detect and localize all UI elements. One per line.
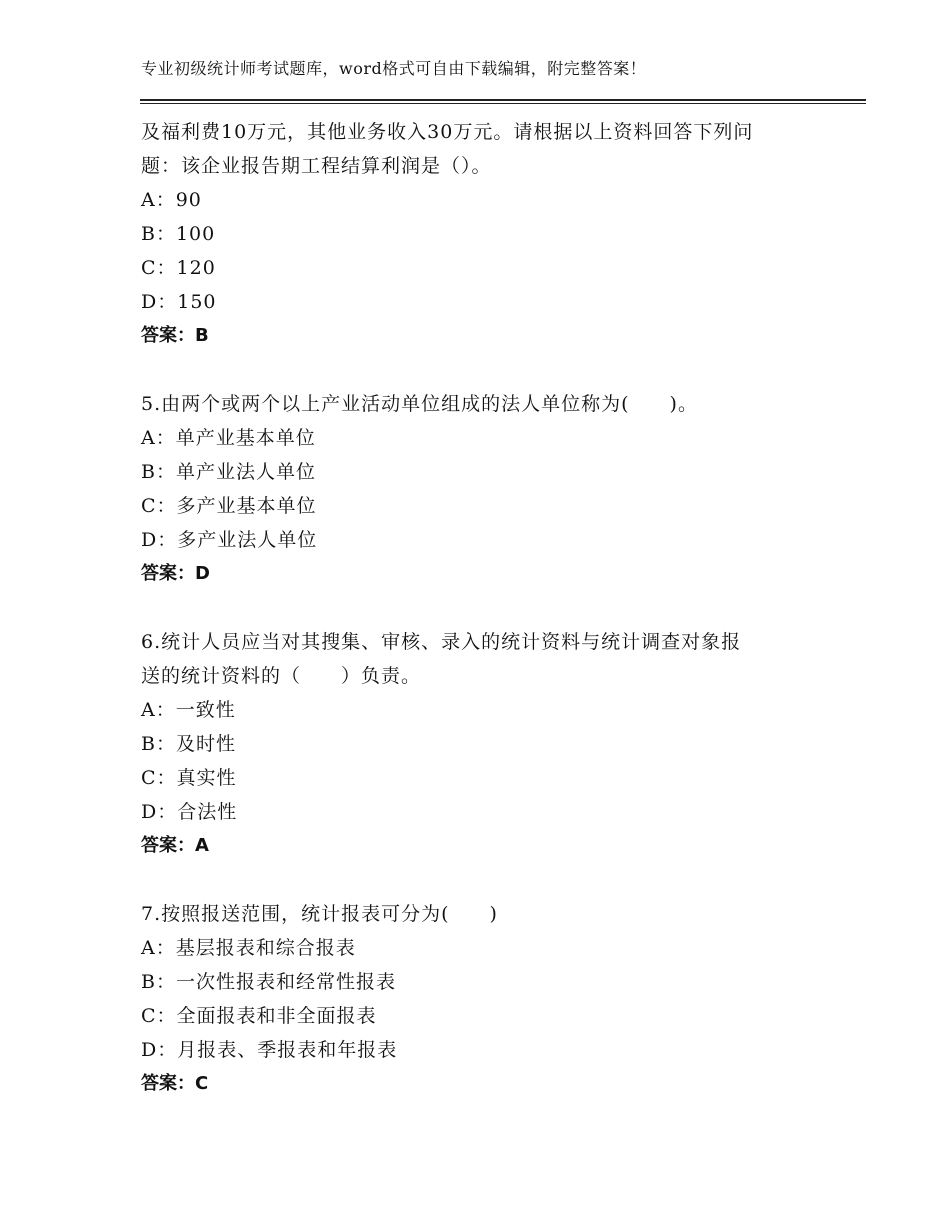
option-c: C：全面报表和非全面报表 <box>141 1005 377 1027</box>
option-a: A：单产业基本单位 <box>141 427 316 449</box>
option-a: A：基层报表和综合报表 <box>141 937 356 959</box>
option-d: D：150 <box>141 291 217 313</box>
question-stem-line: 5.由两个或两个以上产业活动单位组成的法人单位称为( )。 <box>141 393 698 415</box>
option-b: B：及时性 <box>141 733 236 755</box>
page-header: 专业初级统计师考试题库，word格式可自由下载编辑，附完整答案！ <box>141 59 647 78</box>
option-c: C：真实性 <box>141 767 237 789</box>
option-b: B：100 <box>141 223 216 245</box>
question-list <box>141 115 841 1101</box>
question-block <box>141 115 841 353</box>
option-b: B：单产业法人单位 <box>141 461 316 483</box>
answer-line: 答案：B <box>141 325 209 346</box>
option-a: A：90 <box>141 189 202 211</box>
spacer <box>141 591 841 625</box>
option-c: C：120 <box>141 257 216 279</box>
header-rule-thin <box>140 103 866 104</box>
option-d: D：多产业法人单位 <box>141 529 318 551</box>
header-rule-thick <box>140 99 866 101</box>
answer-line: 答案：C <box>141 1073 209 1094</box>
question-stem-line: 送的统计资料的（ ）负责。 <box>141 665 422 687</box>
spacer <box>141 863 841 897</box>
question-block <box>141 387 841 591</box>
answer-line: 答案：A <box>141 835 209 856</box>
question-stem-line: 及福利费10万元，其他业务收入30万元。请根据以上资料回答下列问 <box>141 121 754 143</box>
option-a: A：一致性 <box>141 699 236 721</box>
option-c: C：多产业基本单位 <box>141 495 317 517</box>
question-stem-line: 7.按照报送范围，统计报表可分为( ) <box>141 903 498 925</box>
answer-line: 答案：D <box>141 563 210 584</box>
question-block <box>141 897 841 1101</box>
option-b: B：一次性报表和经常性报表 <box>141 971 396 993</box>
question-stem-line: 题：该企业报告期工程结算利润是（）。 <box>141 155 492 177</box>
option-d: D：合法性 <box>141 801 238 823</box>
question-stem-line: 6.统计人员应当对其搜集、审核、录入的统计资料与统计调查对象报 <box>141 631 742 653</box>
option-d: D：月报表、季报表和年报表 <box>141 1039 398 1061</box>
spacer <box>141 353 841 387</box>
question-block <box>141 625 841 863</box>
